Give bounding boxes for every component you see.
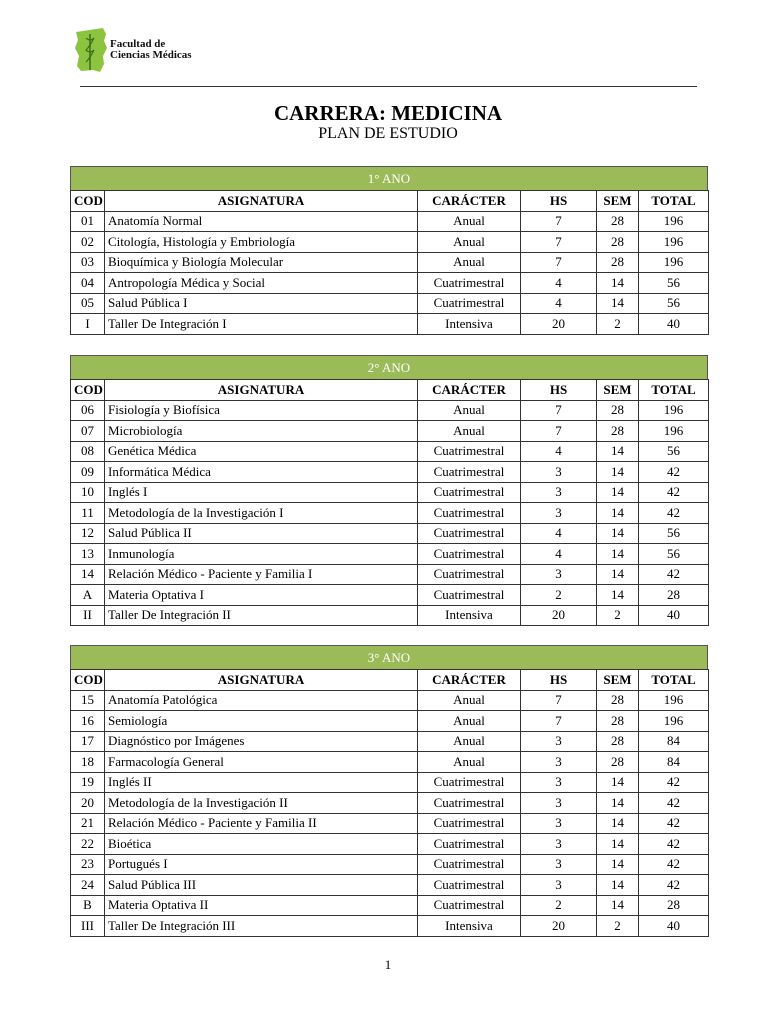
column-header-caracter: CARÁCTER [418,670,521,691]
cell-sem: 2 [597,605,639,626]
table-header-row [71,380,709,401]
cell-asignatura: Relación Médico - Paciente y Familia I [105,564,418,585]
cell-caracter: Cuatrimestral [418,293,521,314]
table-row [71,293,709,314]
cell-asignatura: Diagnóstico por Imágenes [105,731,418,752]
page-title: CARRERA: MEDICINA [273,101,503,125]
table-row [71,690,709,711]
cell-cod: 01 [71,211,105,232]
cell-total: 56 [639,273,709,294]
cell-total: 196 [639,252,709,273]
column-header-hs: HS [521,191,597,212]
cell-asignatura: Semiología [105,711,418,732]
cell-hs: 20 [521,314,597,335]
cell-sem: 28 [597,711,639,732]
cell-sem: 28 [597,690,639,711]
table-row [71,482,709,503]
cell-asignatura: Metodología de la Investigación I [105,503,418,524]
cell-cod: 11 [71,503,105,524]
column-header-cod: COD [71,380,105,401]
cell-sem: 28 [597,211,639,232]
table-row [71,731,709,752]
cell-total: 56 [639,523,709,544]
cell-hs: 7 [521,252,597,273]
cell-hs: 4 [521,273,597,294]
cell-caracter: Anual [418,421,521,442]
cell-asignatura: Materia Optativa II [105,895,418,916]
column-header-hs: HS [521,670,597,691]
cell-asignatura: Bioética [105,834,418,855]
cell-caracter: Intensiva [418,605,521,626]
cell-hs: 3 [521,875,597,896]
cell-cod: 21 [71,813,105,834]
cell-sem: 14 [597,544,639,565]
cell-cod: 14 [71,564,105,585]
column-header-caracter: CARÁCTER [418,380,521,401]
cell-sem: 14 [597,523,639,544]
cell-cod: 17 [71,731,105,752]
cell-total: 40 [639,314,709,335]
cell-hs: 3 [521,564,597,585]
cell-sem: 14 [597,585,639,606]
cell-total: 42 [639,854,709,875]
cell-caracter: Intensiva [418,314,521,335]
cell-hs: 7 [521,690,597,711]
cell-total: 196 [639,690,709,711]
cell-total: 196 [639,232,709,253]
cell-hs: 7 [521,421,597,442]
logo-line-1: Facultad de [110,38,166,50]
table-row [71,813,709,834]
column-header-total: TOTAL [639,380,709,401]
cell-total: 42 [639,813,709,834]
cell-caracter: Cuatrimestral [418,772,521,793]
cell-caracter: Cuatrimestral [418,813,521,834]
cell-total: 42 [639,482,709,503]
cell-cod: 08 [71,441,105,462]
year-1-section [70,166,708,335]
column-header-caracter: CARÁCTER [418,191,521,212]
year-header: 2° ANO [70,355,708,379]
cell-hs: 3 [521,503,597,524]
cell-caracter: Anual [418,690,521,711]
cell-hs: 2 [521,585,597,606]
table-row [71,421,709,442]
cell-cod: 23 [71,854,105,875]
cell-asignatura: Salud Pública I [105,293,418,314]
cell-hs: 4 [521,441,597,462]
cell-sem: 28 [597,232,639,253]
cell-total: 196 [639,400,709,421]
table-row [71,854,709,875]
cell-cod: 09 [71,462,105,483]
cell-cod: 03 [71,252,105,273]
cell-caracter: Anual [418,252,521,273]
table-header-row [71,670,709,691]
cell-asignatura: Anatomía Normal [105,211,418,232]
cell-hs: 7 [521,232,597,253]
cell-cod: II [71,605,105,626]
cell-hs: 3 [521,772,597,793]
cell-hs: 3 [521,462,597,483]
cell-hs: 4 [521,544,597,565]
column-header-sem: SEM [597,380,639,401]
cell-cod: 05 [71,293,105,314]
cell-sem: 28 [597,421,639,442]
cell-cod: I [71,314,105,335]
table-row [71,273,709,294]
column-header-cod: COD [71,191,105,212]
column-header-asignatura: ASIGNATURA [105,670,418,691]
table-header-row [71,191,709,212]
cell-cod: 24 [71,875,105,896]
cell-hs: 7 [521,711,597,732]
cell-asignatura: Antropología Médica y Social [105,273,418,294]
table-row [71,875,709,896]
cell-cod: 02 [71,232,105,253]
column-header-asignatura: ASIGNATURA [105,191,418,212]
cell-sem: 14 [597,875,639,896]
cell-caracter: Cuatrimestral [418,895,521,916]
cell-total: 56 [639,293,709,314]
page-number: 1 [384,957,392,972]
cell-asignatura: Taller De Integración I [105,314,418,335]
cell-sem: 28 [597,731,639,752]
cell-cod: 10 [71,482,105,503]
cell-hs: 3 [521,482,597,503]
table-row [71,503,709,524]
column-header-total: TOTAL [639,191,709,212]
cell-sem: 28 [597,400,639,421]
cell-asignatura: Genética Médica [105,441,418,462]
cell-total: 84 [639,731,709,752]
cell-cod: 06 [71,400,105,421]
table-row [71,895,709,916]
cell-sem: 28 [597,752,639,773]
cell-cod: A [71,585,105,606]
cell-caracter: Cuatrimestral [418,462,521,483]
column-header-asignatura: ASIGNATURA [105,380,418,401]
cell-total: 28 [639,895,709,916]
cell-caracter: Anual [418,752,521,773]
cell-total: 56 [639,441,709,462]
cell-cod: 20 [71,793,105,814]
cell-caracter: Cuatrimestral [418,523,521,544]
cell-cod: 19 [71,772,105,793]
header-rule [80,86,697,87]
cell-caracter: Anual [418,232,521,253]
cell-sem: 14 [597,482,639,503]
cell-caracter: Cuatrimestral [418,564,521,585]
cell-total: 40 [639,916,709,937]
subjects-table [70,669,709,937]
cell-total: 42 [639,834,709,855]
cell-asignatura: Bioquímica y Biología Molecular [105,252,418,273]
subjects-table [70,379,709,626]
column-header-sem: SEM [597,191,639,212]
cell-total: 42 [639,462,709,483]
cell-sem: 14 [597,564,639,585]
cell-sem: 2 [597,314,639,335]
cell-asignatura: Anatomía Patológica [105,690,418,711]
table-row [71,916,709,937]
cell-asignatura: Relación Médico - Paciente y Familia II [105,813,418,834]
logo-line-2: Ciencias Médicas [110,49,192,61]
cell-caracter: Cuatrimestral [418,793,521,814]
cell-hs: 3 [521,731,597,752]
cell-sem: 14 [597,834,639,855]
subjects-table [70,190,709,335]
cell-total: 196 [639,211,709,232]
cell-hs: 2 [521,895,597,916]
page-subtitle: PLAN DE ESTUDIO [318,125,458,142]
cell-asignatura: Inglés I [105,482,418,503]
cell-asignatura: Metodología de la Investigación II [105,793,418,814]
cell-caracter: Cuatrimestral [418,854,521,875]
cell-hs: 7 [521,211,597,232]
table-row [71,252,709,273]
cell-caracter: Cuatrimestral [418,441,521,462]
cell-asignatura: Taller De Integración III [105,916,418,937]
cell-caracter: Anual [418,400,521,421]
cell-sem: 14 [597,293,639,314]
cell-asignatura: Inglés II [105,772,418,793]
table-row [71,314,709,335]
table-row [71,605,709,626]
cell-caracter: Anual [418,211,521,232]
table-row [71,772,709,793]
cell-caracter: Cuatrimestral [418,482,521,503]
year-header: 3° ANO [70,645,708,669]
cell-sem: 14 [597,462,639,483]
cell-sem: 2 [597,916,639,937]
cell-cod: 22 [71,834,105,855]
table-row [71,211,709,232]
column-header-cod: COD [71,670,105,691]
cell-cod: 18 [71,752,105,773]
cell-hs: 3 [521,752,597,773]
column-header-total: TOTAL [639,670,709,691]
cell-asignatura: Taller De Integración II [105,605,418,626]
cell-caracter: Cuatrimestral [418,875,521,896]
column-header-sem: SEM [597,670,639,691]
cell-cod: 07 [71,421,105,442]
table-row [71,752,709,773]
year-2-section [70,355,708,626]
table-row [71,523,709,544]
table-row [71,793,709,814]
cell-hs: 4 [521,523,597,544]
cell-total: 28 [639,585,709,606]
cell-cod: III [71,916,105,937]
cell-hs: 3 [521,813,597,834]
cell-sem: 14 [597,503,639,524]
cell-hs: 4 [521,293,597,314]
cell-total: 42 [639,503,709,524]
cell-cod: 16 [71,711,105,732]
cell-hs: 20 [521,916,597,937]
cell-total: 42 [639,875,709,896]
table-row [71,232,709,253]
cell-sem: 14 [597,441,639,462]
cell-caracter: Cuatrimestral [418,503,521,524]
cell-sem: 14 [597,895,639,916]
province-map-logo-icon [73,26,111,76]
cell-asignatura: Salud Pública III [105,875,418,896]
cell-total: 42 [639,772,709,793]
cell-asignatura: Materia Optativa I [105,585,418,606]
cell-sem: 14 [597,793,639,814]
year-3-section [70,645,708,937]
cell-caracter: Cuatrimestral [418,273,521,294]
cell-cod: 15 [71,690,105,711]
cell-sem: 28 [597,252,639,273]
cell-caracter: Anual [418,711,521,732]
table-row [71,711,709,732]
cell-total: 196 [639,421,709,442]
column-header-hs: HS [521,380,597,401]
cell-asignatura: Microbiología [105,421,418,442]
logo-text [110,39,192,61]
cell-caracter: Cuatrimestral [418,834,521,855]
table-row [71,544,709,565]
cell-asignatura: Informática Médica [105,462,418,483]
cell-asignatura: Farmacología General [105,752,418,773]
cell-total: 84 [639,752,709,773]
cell-total: 56 [639,544,709,565]
cell-cod: 13 [71,544,105,565]
cell-sem: 14 [597,813,639,834]
cell-hs: 7 [521,400,597,421]
cell-hs: 3 [521,793,597,814]
faculty-logo [73,26,203,76]
cell-sem: 14 [597,854,639,875]
cell-total: 42 [639,564,709,585]
cell-asignatura: Citología, Histología y Embriología [105,232,418,253]
cell-hs: 3 [521,834,597,855]
cell-caracter: Intensiva [418,916,521,937]
cell-asignatura: Salud Pública II [105,523,418,544]
table-row [71,834,709,855]
cell-total: 42 [639,793,709,814]
cell-caracter: Cuatrimestral [418,544,521,565]
cell-asignatura: Portugués I [105,854,418,875]
cell-total: 40 [639,605,709,626]
cell-cod: 04 [71,273,105,294]
table-row [71,462,709,483]
cell-total: 196 [639,711,709,732]
table-row [71,400,709,421]
table-row [71,441,709,462]
table-row [71,564,709,585]
cell-caracter: Cuatrimestral [418,585,521,606]
cell-caracter: Anual [418,731,521,752]
cell-hs: 3 [521,854,597,875]
cell-asignatura: Inmunología [105,544,418,565]
year-header: 1° ANO [70,166,708,190]
cell-cod: 12 [71,523,105,544]
cell-cod: B [71,895,105,916]
table-row [71,585,709,606]
cell-sem: 14 [597,273,639,294]
cell-sem: 14 [597,772,639,793]
cell-asignatura: Fisiología y Biofísica [105,400,418,421]
cell-hs: 20 [521,605,597,626]
